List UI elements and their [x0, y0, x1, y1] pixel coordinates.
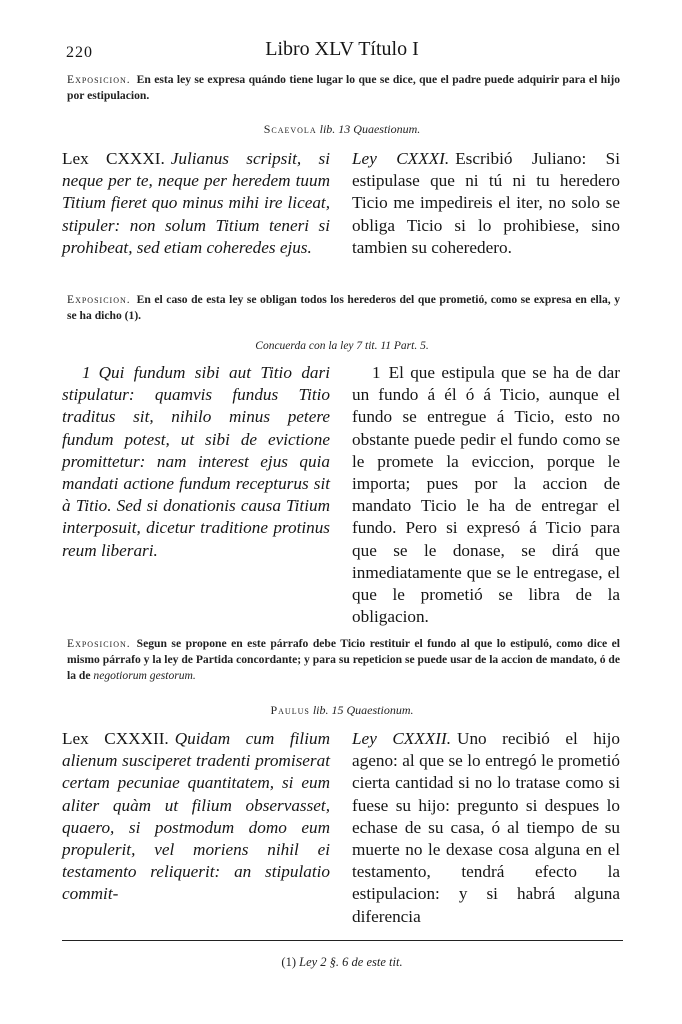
note-text: En el caso de esta ley se obligan todos los herederos del que prometió, como se expresa en ella, y se ha dicho (1). [67, 293, 620, 322]
note-lead: Exposicion. [67, 73, 131, 86]
concordance-citation: Concuerda con la ley 7 tit. 11 Part. 5. [255, 340, 429, 352]
latin-column-paragraph-1 [62, 362, 330, 562]
footnote [60, 955, 624, 970]
latin-text: Julianus scripsit, si neque per te, neque per heredem tuum Titium fieret quo minus mihi ire liceat, stipuler: non solum Titium teneri si prohibeat, sed etiam coheredes ejus. [62, 149, 330, 257]
latin-column-lex-131 [62, 148, 330, 259]
page-header [60, 34, 624, 64]
spanish-column-paragraph-1 [352, 362, 620, 628]
note-lead: Exposicion. [67, 637, 131, 650]
lex-title: Lex CXXXII. [62, 729, 169, 748]
running-title: Libro XLV Título I [265, 38, 419, 60]
footnote-text: Ley 2 §. 6 de este tit. [299, 955, 403, 969]
exposition-note [67, 292, 620, 324]
note-lead: Exposicion. [67, 293, 131, 306]
spanish-text: Escribió Juliano: Si estipulase que ni tú ni tu heredero Ticio me impedireis el iter, no solo se obliga Ticio si lo prohibiese, sino tambien su coheredero. [352, 149, 620, 257]
paragraph-number: 1 [82, 363, 91, 382]
exposition-note [67, 636, 620, 684]
source-work: lib. 15 Quaestionum. [312, 703, 414, 717]
source-author: Scaevola [263, 122, 317, 136]
note-text: Segun se propone en este párrafo debe Ticio restituir el fundo al que lo estipuló, como dice el mismo párrafo y la ley de Partida concordante; y para su repeticion se puede usar de la accion de mandato, ó de la de [67, 637, 620, 682]
ley-title: Ley CXXXII. [352, 729, 452, 748]
spanish-text: Uno recibió el hijo ageno: al que se lo entregó le prometió cierta cantidad si no lo tratase como si fuese su hijo: pregunto si despues lo echase de su casa, ó al tiempo de su muerte no le dexase cosa alguna en el testamento, tendrá efecto la estipulacion: y si habrá alguna diferencia [352, 729, 620, 926]
source-work: lib. 13 Quaestionum. [319, 122, 421, 136]
page-number: 220 [66, 44, 93, 61]
spanish-column-ley-131 [352, 148, 620, 259]
ley-title: Ley CXXXI. [352, 149, 450, 168]
paragraph-number: 1 [372, 363, 381, 382]
footnote-marker: (1) [281, 955, 296, 969]
source-citation [60, 703, 624, 718]
spanish-text: El que estipula que se ha de dar un fundo á él ó á Ticio, aunque el fundo se entregue á Ticio, esto no obstante puede pedir el fundo como se le promete la eviccion, porque le importa; pues por la accion de mandato Ticio le ha de entregar el fundo. Pero si expresó á Ticio para que se le donase, se dirá que inmediatamente que se le entregase, el que le prometió se libra de la obligacion. [352, 363, 620, 627]
latin-text: Qui fundum sibi aut Titio dari stipulatur: quamvis fundus Titio traditus sit, nihilo minus petere fundum potest, ut sibi de evictione promittetur: nam interest ejus quia mandati actione fundum recepturus sit à Titio. Sed si donationis causa Titium interposuit, dicetur traditione protinus reum liberari. [62, 363, 330, 560]
lex-title: Lex CXXXI. [62, 149, 165, 168]
spanish-column-ley-132 [352, 728, 620, 928]
latin-column-lex-132 [62, 728, 330, 906]
note-text: En esta ley se expresa quándo tiene lugar lo que se dice, que el padre puede adquirir para el hijo por estipulacion. [67, 73, 620, 102]
footnote-rule [62, 940, 623, 941]
source-citation [60, 122, 624, 137]
note-italic-tail: negotiorum gestorum. [93, 669, 196, 682]
exposition-note [67, 72, 620, 104]
source-author: Paulus [270, 703, 310, 717]
latin-text: Quidam cum filium alienum susciperet tradenti promiserat certam pecuniae quantitatem, si eum aliter quàm ut filium observasset, quaero, si postmodum domo eum propulerit, vel moriens nihil ei testamento reliquerit: an stipulatio commit- [62, 729, 330, 904]
